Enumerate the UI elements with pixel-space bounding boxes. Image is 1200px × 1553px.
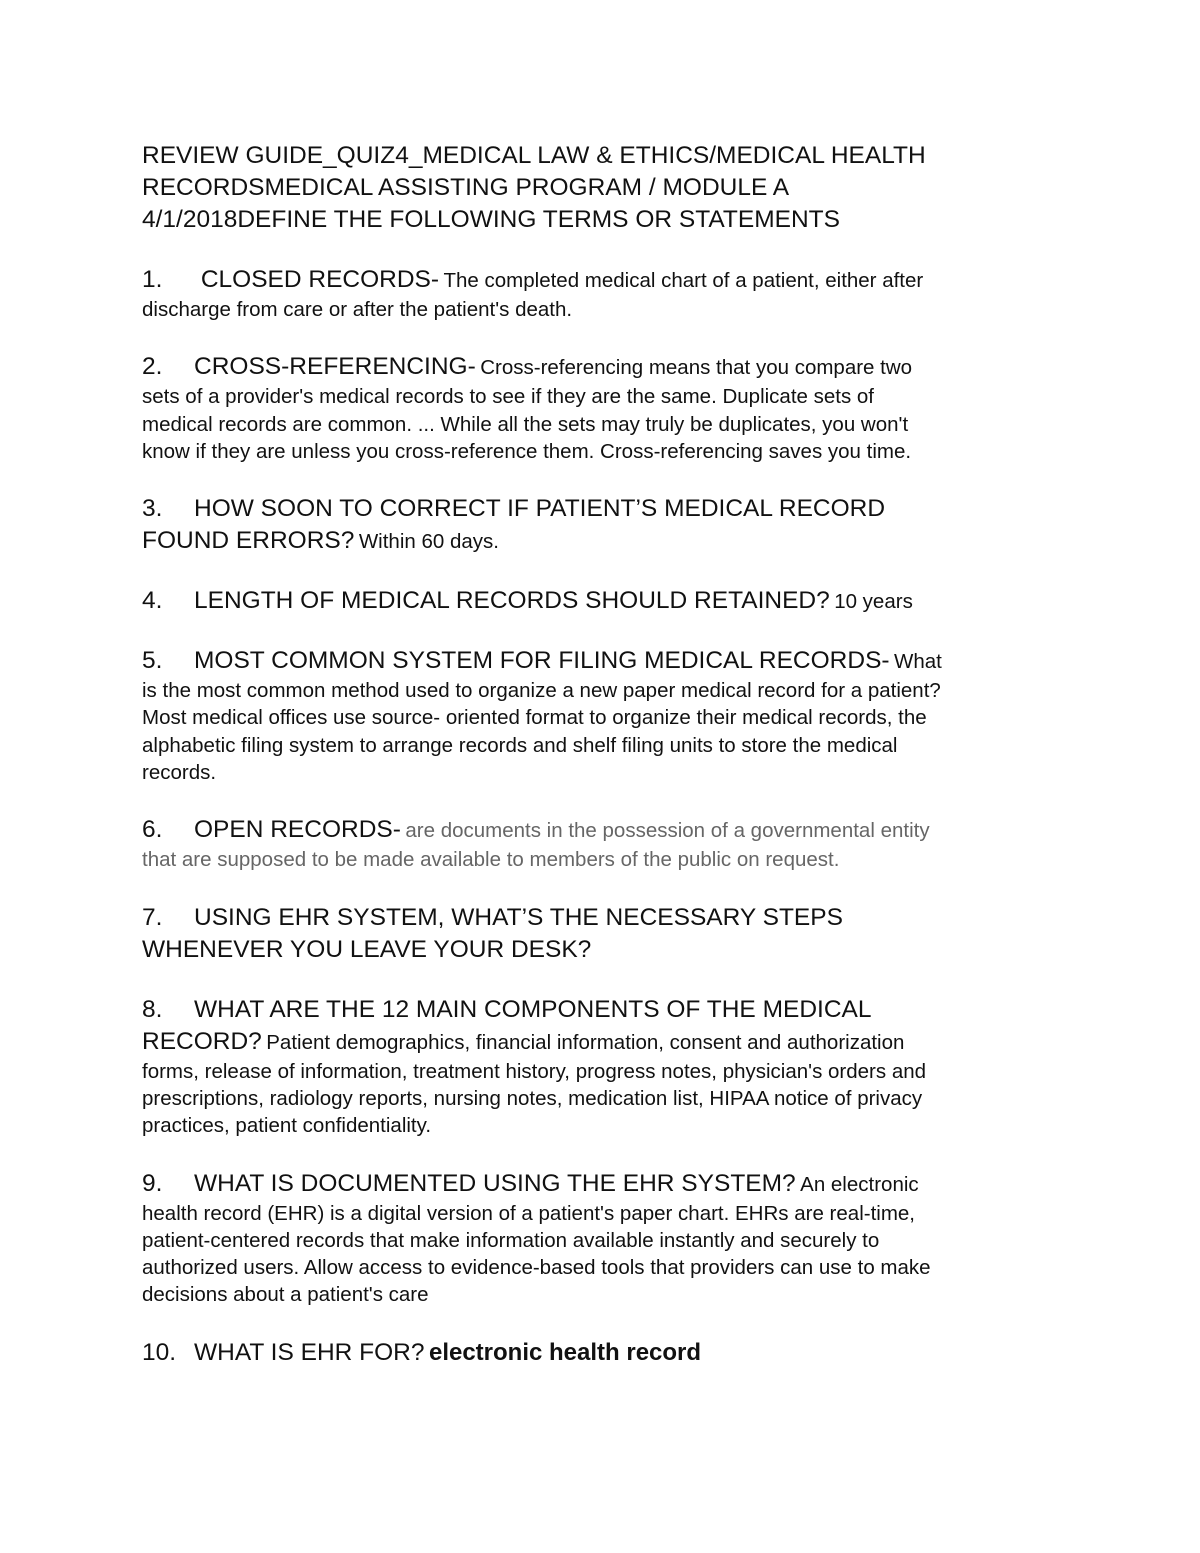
item-answer: The completed medical chart of a patient, either after: [443, 269, 924, 292]
item-answer: records.: [142, 761, 217, 785]
question-item-4: [142, 585, 1062, 617]
item-number: 7.: [142, 903, 163, 931]
item-number: 10.: [142, 1338, 177, 1366]
item-answer: are documents in the possession of a governmental entity: [405, 819, 930, 843]
item-answer: prescriptions, radiology reports, nursing notes, medication list, HIPAA notice of privacy: [142, 1086, 923, 1110]
item-question: WHAT IS EHR FOR?: [194, 1338, 425, 1366]
item-question: CLOSED RECORDS-: [200, 266, 440, 293]
item-answer: that are supposed to be made available to members of the public on request.: [142, 848, 840, 872]
item-answer: forms, release of information, treatment history, progress notes, physician's orders and: [142, 1059, 927, 1083]
item-question: MOST COMMON SYSTEM FOR FILING MEDICAL RECORDS-: [194, 647, 890, 675]
item-answer: An electronic: [800, 1172, 919, 1196]
question-item-7: [142, 902, 1062, 966]
question-item-2: [142, 351, 1062, 465]
item-answer: alphabetic filing system to arrange records and shelf filing units to store the medical: [142, 733, 898, 757]
title-line: 4/1/2018DEFINE THE FOLLOWING TERMS OR STATEMENTS: [142, 206, 840, 233]
item-answer: 10 years: [834, 590, 913, 614]
item-number: 5.: [142, 647, 163, 675]
item-answer: What: [894, 650, 942, 674]
item-number: 9.: [142, 1169, 163, 1197]
item-answer: practices, patient confidentiality.: [142, 1114, 432, 1138]
item-number: 3.: [142, 495, 163, 523]
item-number: 2.: [142, 353, 163, 381]
item-question: FOUND ERRORS?: [142, 527, 355, 555]
question-item-1: [142, 264, 1062, 323]
item-answer: sets of a provider's medical records to see if they are the same. Duplicate sets of: [142, 385, 875, 409]
item-answer: Within 60 days.: [358, 530, 499, 554]
item-number: 6.: [142, 816, 163, 844]
item-question: WHENEVER YOU LEAVE YOUR DESK?: [142, 935, 592, 963]
item-answer: Most medical offices use source- oriented format to organize their medical records, the: [142, 706, 927, 730]
item-answer: discharge from care or after the patient's death.: [142, 298, 573, 321]
question-item-9: [142, 1168, 1062, 1309]
item-question: HOW SOON TO CORRECT IF PATIENT’S MEDICAL RECORD: [194, 495, 886, 523]
item-number: 8.: [142, 995, 163, 1023]
item-answer: electronic health record: [428, 1338, 702, 1366]
item-question: WHAT ARE THE 12 MAIN COMPONENTS OF THE MEDICAL: [194, 995, 872, 1023]
item-question: RECORD?: [142, 1027, 262, 1055]
document-title: [142, 140, 1062, 236]
title-line: REVIEW GUIDE_QUIZ4_MEDICAL LAW & ETHICS/MEDICAL HEALTH: [142, 142, 926, 169]
question-item-8: [142, 994, 1062, 1140]
item-question: WHAT IS DOCUMENTED USING THE EHR SYSTEM?: [194, 1169, 796, 1197]
item-question: OPEN RECORDS-: [194, 816, 401, 844]
document-page: [142, 140, 1062, 1369]
item-answer: is the most common method used to organize a new paper medical record for a patient?: [142, 679, 941, 703]
item-answer: health record (EHR) is a digital version of a patient's paper chart. EHRs are real-time,: [142, 1201, 915, 1225]
item-question: LENGTH OF MEDICAL RECORDS SHOULD RETAINED?: [194, 587, 830, 615]
item-answer: medical records are common. ... While all the sets may truly be duplicates, you won't: [142, 412, 909, 436]
item-answer: Patient demographics, financial information, consent and authorization: [266, 1030, 905, 1054]
question-item-10: [142, 1337, 1062, 1369]
item-question: CROSS-REFERENCING-: [194, 353, 476, 381]
item-number: 4.: [142, 587, 163, 615]
item-answer: Cross-referencing means that you compare two: [480, 356, 913, 380]
item-question: USING EHR SYSTEM, WHAT’S THE NECESSARY STEPS: [194, 903, 843, 931]
item-answer: decisions about a patient's care: [142, 1283, 429, 1307]
item-answer: know if they are unless you cross-reference them. Cross-referencing saves you time.: [142, 439, 912, 463]
question-item-5: [142, 645, 1062, 786]
item-answer: patient-centered records that make information available instantly and securely to: [142, 1228, 880, 1252]
item-number: 1.: [142, 266, 163, 293]
question-item-6: [142, 814, 1062, 873]
title-line: RECORDSMEDICAL ASSISTING PROGRAM / MODULE A: [142, 174, 790, 201]
question-item-3: [142, 493, 1062, 557]
item-answer: authorized users. Allow access to evidence-based tools that providers can use to make: [142, 1256, 931, 1280]
